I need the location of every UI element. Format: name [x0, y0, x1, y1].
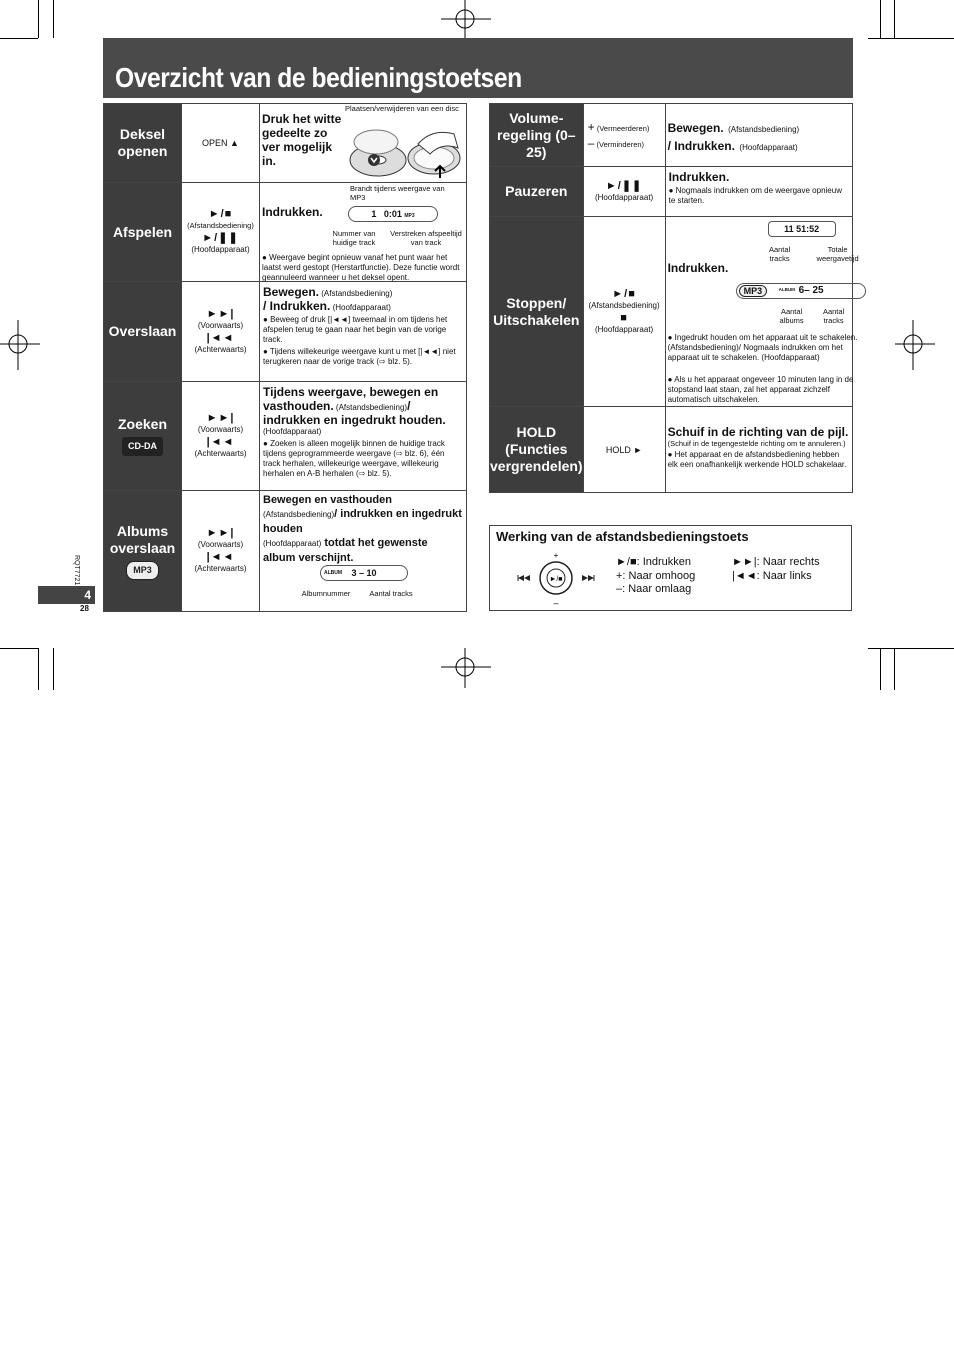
display-time: 0:01	[383, 209, 402, 219]
controls-table-right	[489, 103, 859, 493]
display-track: 1	[371, 209, 377, 219]
display-text: 6– 25	[798, 285, 824, 296]
remote-title: Werking van de afstandsbedieningstoets	[496, 529, 749, 544]
bullet-item: ● Het apparaat en de afstandsbediening hebben elk een onafhankelijk werkende HOLD schakelaar.	[667, 450, 847, 469]
control-note: (Verminderen)	[596, 140, 645, 149]
display-label: Nummer van huidige track	[332, 229, 376, 247]
bullet-text: Weergave begint opnieuw vanaf het punt waar het laatst werd gestopt (Herstartfunctie). Deze functie wordt geannuleerd wanneer u het deksel opent.	[262, 253, 460, 282]
desc-title: totdat het gewenste album verschijnt.	[263, 537, 428, 564]
display-label: Aantal tracks	[768, 245, 791, 263]
desc-note: (Hoofdapparaat)	[263, 539, 322, 548]
description-cell	[260, 183, 467, 282]
bullet-text: Tijdens willekeurige weergave kunt u met [|◄◄] niet terugkeren naar de vorige track (⇨ blz. 5).	[263, 347, 456, 366]
description-cell	[260, 382, 467, 491]
cd-da-badge: CD-DA	[122, 437, 163, 456]
desc-note: (Hoofdapparaat)	[739, 143, 798, 152]
crop-mark	[880, 0, 881, 38]
remote-operation-box	[489, 525, 852, 611]
control-cell	[182, 183, 260, 282]
row-header: Afspelen	[104, 183, 182, 282]
bullet-item: ● Zoeken is alleen mogelijk binnen de huidige track tijdens geprogrammeerde weergave (⇨ blz. 6), één track herhalen, willekeurige weergave, willekeurig herhalen en A-B herhalen (⇨ blz. 5).	[263, 439, 445, 478]
registration-mark-icon	[441, 648, 491, 688]
control-cell	[583, 217, 665, 407]
bullet-text: Als u het apparaat ongeveer 10 minuten lang in de stopstand laat staan, zal het apparaat zichzelf automatisch uitschakelen.	[667, 375, 854, 404]
control-note: (Achterwaarts)	[194, 449, 247, 458]
row-header: Overslaan	[104, 282, 182, 382]
center-label: ►/■	[549, 576, 563, 583]
bullet-text: Ingedrukt houden om het apparaat uit te schakelen. (Afstandsbediening)/ Nogmaals indrukken om het apparaat uit te schakelen. (Hoofdapparaat)	[667, 333, 858, 362]
control-note: (Voorwaarts)	[197, 320, 244, 330]
desc-title: Indrukken.	[668, 170, 730, 184]
page-title: Overzicht van de bedieningstoetsen	[115, 62, 522, 93]
desc-title: / Indrukken.	[667, 139, 735, 153]
registration-mark-icon	[895, 320, 935, 370]
crop-mark	[868, 38, 954, 39]
crop-mark	[894, 0, 895, 38]
desc-note: (Hoofdapparaat)	[263, 427, 322, 436]
row-header-label: Zoeken	[117, 416, 167, 432]
control-cell	[583, 407, 665, 493]
table-row	[104, 183, 467, 282]
legend-item: ►►|: Naar rechts	[732, 556, 820, 568]
play-pause-icon: ►/❚❚	[202, 232, 239, 244]
skip-forward-icon: ►►|	[206, 527, 235, 539]
legend-item: |◄◄: Naar links	[732, 569, 812, 582]
row-header: Volume-regeling (0–25)	[490, 104, 584, 167]
desc-note: (Hoofdapparaat)	[332, 303, 391, 312]
stop-icon: ■	[620, 311, 628, 324]
row-header: Pauzeren	[490, 167, 584, 217]
description-cell	[665, 104, 852, 167]
display-text: 3 – 10	[351, 568, 377, 578]
hold-switch: HOLD ►	[605, 444, 643, 455]
row-header: Deksel openen	[104, 104, 182, 183]
desc-title: Bewegen.	[667, 121, 724, 135]
table-row	[490, 167, 853, 217]
desc-title: Indrukken.	[262, 205, 323, 219]
control-cell	[182, 104, 260, 183]
display-label: Verstreken afspeeltijd van track	[390, 229, 462, 247]
remote-legend-col1	[616, 556, 695, 597]
description-cell	[665, 407, 852, 493]
bullet-text: Beweeg of druk [|◄◄] tweemaal in om tijdens het afspelen terug te gaan naar het begin van de vorige track.	[263, 315, 448, 344]
row-header	[104, 491, 182, 612]
skip-back-icon: |◄◄	[206, 331, 235, 344]
disc-illustration-icon	[346, 124, 464, 180]
crop-mark	[53, 648, 54, 690]
desc-title: Indrukken.	[667, 261, 729, 275]
registration-mark-icon	[441, 0, 491, 40]
desc-note: (Afstandsbediening)	[321, 289, 393, 298]
bullet-item: ● Weergave begint opnieuw vanaf het punt waar het laatst werd gestopt (Herstartfunctie). Deze functie wordt geannuleerd wanneer u het deksel opent.	[262, 253, 460, 282]
crop-mark	[0, 648, 38, 649]
desc-title: Tijdens weergave, bewegen en vasthouden.	[263, 385, 439, 413]
table-row	[104, 491, 467, 612]
lcd-display	[348, 206, 438, 222]
control-note: (Vermeerderen)	[596, 124, 650, 133]
bullet-item: ● Beweeg of druk [|◄◄] tweemaal in om tijdens het afspelen terug te gaan naar het begin van de vorige track.	[263, 315, 448, 344]
row-header: Stoppen/ Uitschakelen	[490, 217, 584, 407]
desc-title: Schuif in de richting van de pijl.	[667, 425, 849, 439]
lcd-display: 11 51:52	[768, 221, 836, 237]
control-note: (Achterwaarts)	[194, 564, 247, 573]
bullet-text: Zoeken is alleen mogelijk binnen de huidige track tijdens geprogrammeerde weergave (⇨ blz. 6), één track herhalen, willekeurige weergave, willekeurig herhalen en A-B herhalen (⇨ blz. 5).	[263, 439, 445, 478]
display-label: Aantal tracks	[369, 589, 413, 598]
image-caption: Plaatsen/verwijderen van een disc	[345, 104, 459, 113]
control-cell	[182, 382, 260, 491]
row-header: HOLD (Functies vergrendelen)	[490, 407, 584, 493]
bullet-item: ● Tijdens willekeurige weergave kunt u met [|◄◄] niet terugkeren naar de vorige track (⇨ blz. 5).	[263, 347, 456, 366]
section-tab: 4	[38, 586, 95, 604]
title-bar	[103, 38, 853, 98]
plus-label: +	[553, 551, 559, 560]
controls-table-left	[103, 103, 467, 612]
table-row	[104, 104, 467, 183]
crop-mark	[880, 648, 881, 690]
desc-note: (Afstandsbediening)	[335, 403, 408, 412]
control-cell	[182, 282, 260, 382]
description-cell	[260, 491, 467, 612]
row-header-label: Albums overslaan	[109, 522, 176, 556]
doc-code: RQT7721	[73, 555, 80, 586]
open-control: OPEN ▲	[202, 138, 239, 148]
desc-title: Druk het witte gedeelte zo ver mogelijk in.	[262, 112, 342, 168]
bullet-item: ● Als u het apparaat ongeveer 10 minuten lang in de stopstand laat staan, zal het apparaat zichzelf automatisch uitschakelen.	[667, 375, 854, 404]
description-cell	[260, 282, 467, 382]
remote-joystick-icon	[514, 550, 600, 606]
legend-item: –: Naar omlaag	[616, 583, 692, 595]
page-number: 28	[80, 604, 89, 613]
display-tag: ALBUM	[778, 287, 795, 292]
display-tag: MP3	[404, 213, 415, 219]
display-tag: ALBUM	[324, 570, 343, 576]
display-label: Albumnummer	[301, 589, 351, 598]
bullet-item: ● Nogmaals indrukken om de weergave opnieuw te starten.	[668, 186, 842, 205]
legend-item: ►/■: Indrukken	[616, 556, 692, 568]
control-note: (Hoofdapparaat)	[594, 324, 654, 334]
desc-title: / Indrukken.	[263, 299, 331, 313]
table-row	[490, 407, 853, 493]
bullet-text: Het apparaat en de afstandsbediening hebben elk een onafhankelijk werkende HOLD schakelaar.	[667, 450, 847, 469]
row-header	[104, 382, 182, 491]
crop-mark	[53, 0, 54, 38]
minus-label: –	[553, 598, 559, 606]
desc-title: / indrukken en ingedrukt houden.	[263, 399, 446, 427]
crop-mark	[38, 0, 39, 38]
control-cell	[583, 104, 665, 167]
table-row	[490, 104, 853, 167]
control-note: (Afstandsbediening)	[588, 300, 660, 310]
control-note: (Hoofdapparaat)	[191, 245, 250, 254]
desc-title: Bewegen.	[263, 285, 320, 299]
control-note: (Voorwaarts)	[197, 540, 244, 549]
skip-forward-icon: ►►|	[206, 307, 235, 320]
control-note: (Hoofdapparaat)	[594, 192, 654, 202]
mp3-badge: MP3	[739, 285, 768, 297]
description-cell	[260, 104, 467, 183]
display-caption: Brandt tijdens weergave van MP3	[350, 184, 445, 202]
desc-note: (Afstandsbediening)	[263, 510, 335, 519]
bullet-text: Nogmaals indrukken om de weergave opnieuw te starten.	[668, 186, 842, 205]
control-note: (Afstandsbediening)	[187, 221, 254, 230]
control-cell	[583, 167, 665, 217]
desc-title: / indrukken en ingedrukt houden	[263, 508, 462, 535]
lcd-display	[320, 565, 408, 581]
control-cell	[182, 491, 260, 612]
remote-legend-col2	[732, 556, 820, 583]
control-note: (Voorwaarts)	[197, 425, 244, 434]
registration-mark-icon	[0, 320, 40, 370]
legend-item: +: Naar omhoog	[616, 569, 696, 582]
crop-mark	[38, 648, 39, 690]
display-label: Totale weergavetijd	[816, 245, 859, 263]
skip-forward-icon: ►►|	[206, 412, 235, 424]
desc-title: Bewegen en vasthouden	[263, 494, 392, 506]
bullet-item: ● Ingedrukt houden om het apparaat uit te schakelen. (Afstandsbediening)/ Nogmaals indrukken om het apparaat uit te schakelen. (Hoofdapparaat)	[667, 333, 858, 362]
display-label: Aantal tracks	[822, 307, 845, 325]
table-row	[104, 282, 467, 382]
minus-icon: –	[587, 136, 595, 150]
skip-back-icon: |◄◄	[206, 551, 235, 563]
table-row	[104, 382, 467, 491]
play-stop-icon: ►/■	[208, 208, 233, 220]
skip-back-icon: |◄◄	[206, 436, 235, 448]
play-stop-icon: ►/■	[612, 287, 636, 300]
crop-mark	[894, 648, 895, 690]
desc-note: (Afstandsbediening)	[728, 125, 800, 134]
description-cell	[665, 217, 859, 407]
play-pause-icon: ►/❚❚	[605, 179, 643, 192]
mp3-badge: MP3	[126, 561, 159, 580]
lcd-display	[736, 283, 866, 299]
description-cell	[665, 167, 852, 217]
crop-mark	[0, 38, 38, 39]
display-label: Aantal albums	[779, 307, 804, 325]
control-note: (Achterwaarts)	[194, 344, 247, 354]
desc-note: (Schuif in de tegengestelde richting om te annuleren.)	[667, 439, 846, 448]
plus-icon: +	[587, 120, 595, 134]
table-row	[490, 217, 853, 407]
